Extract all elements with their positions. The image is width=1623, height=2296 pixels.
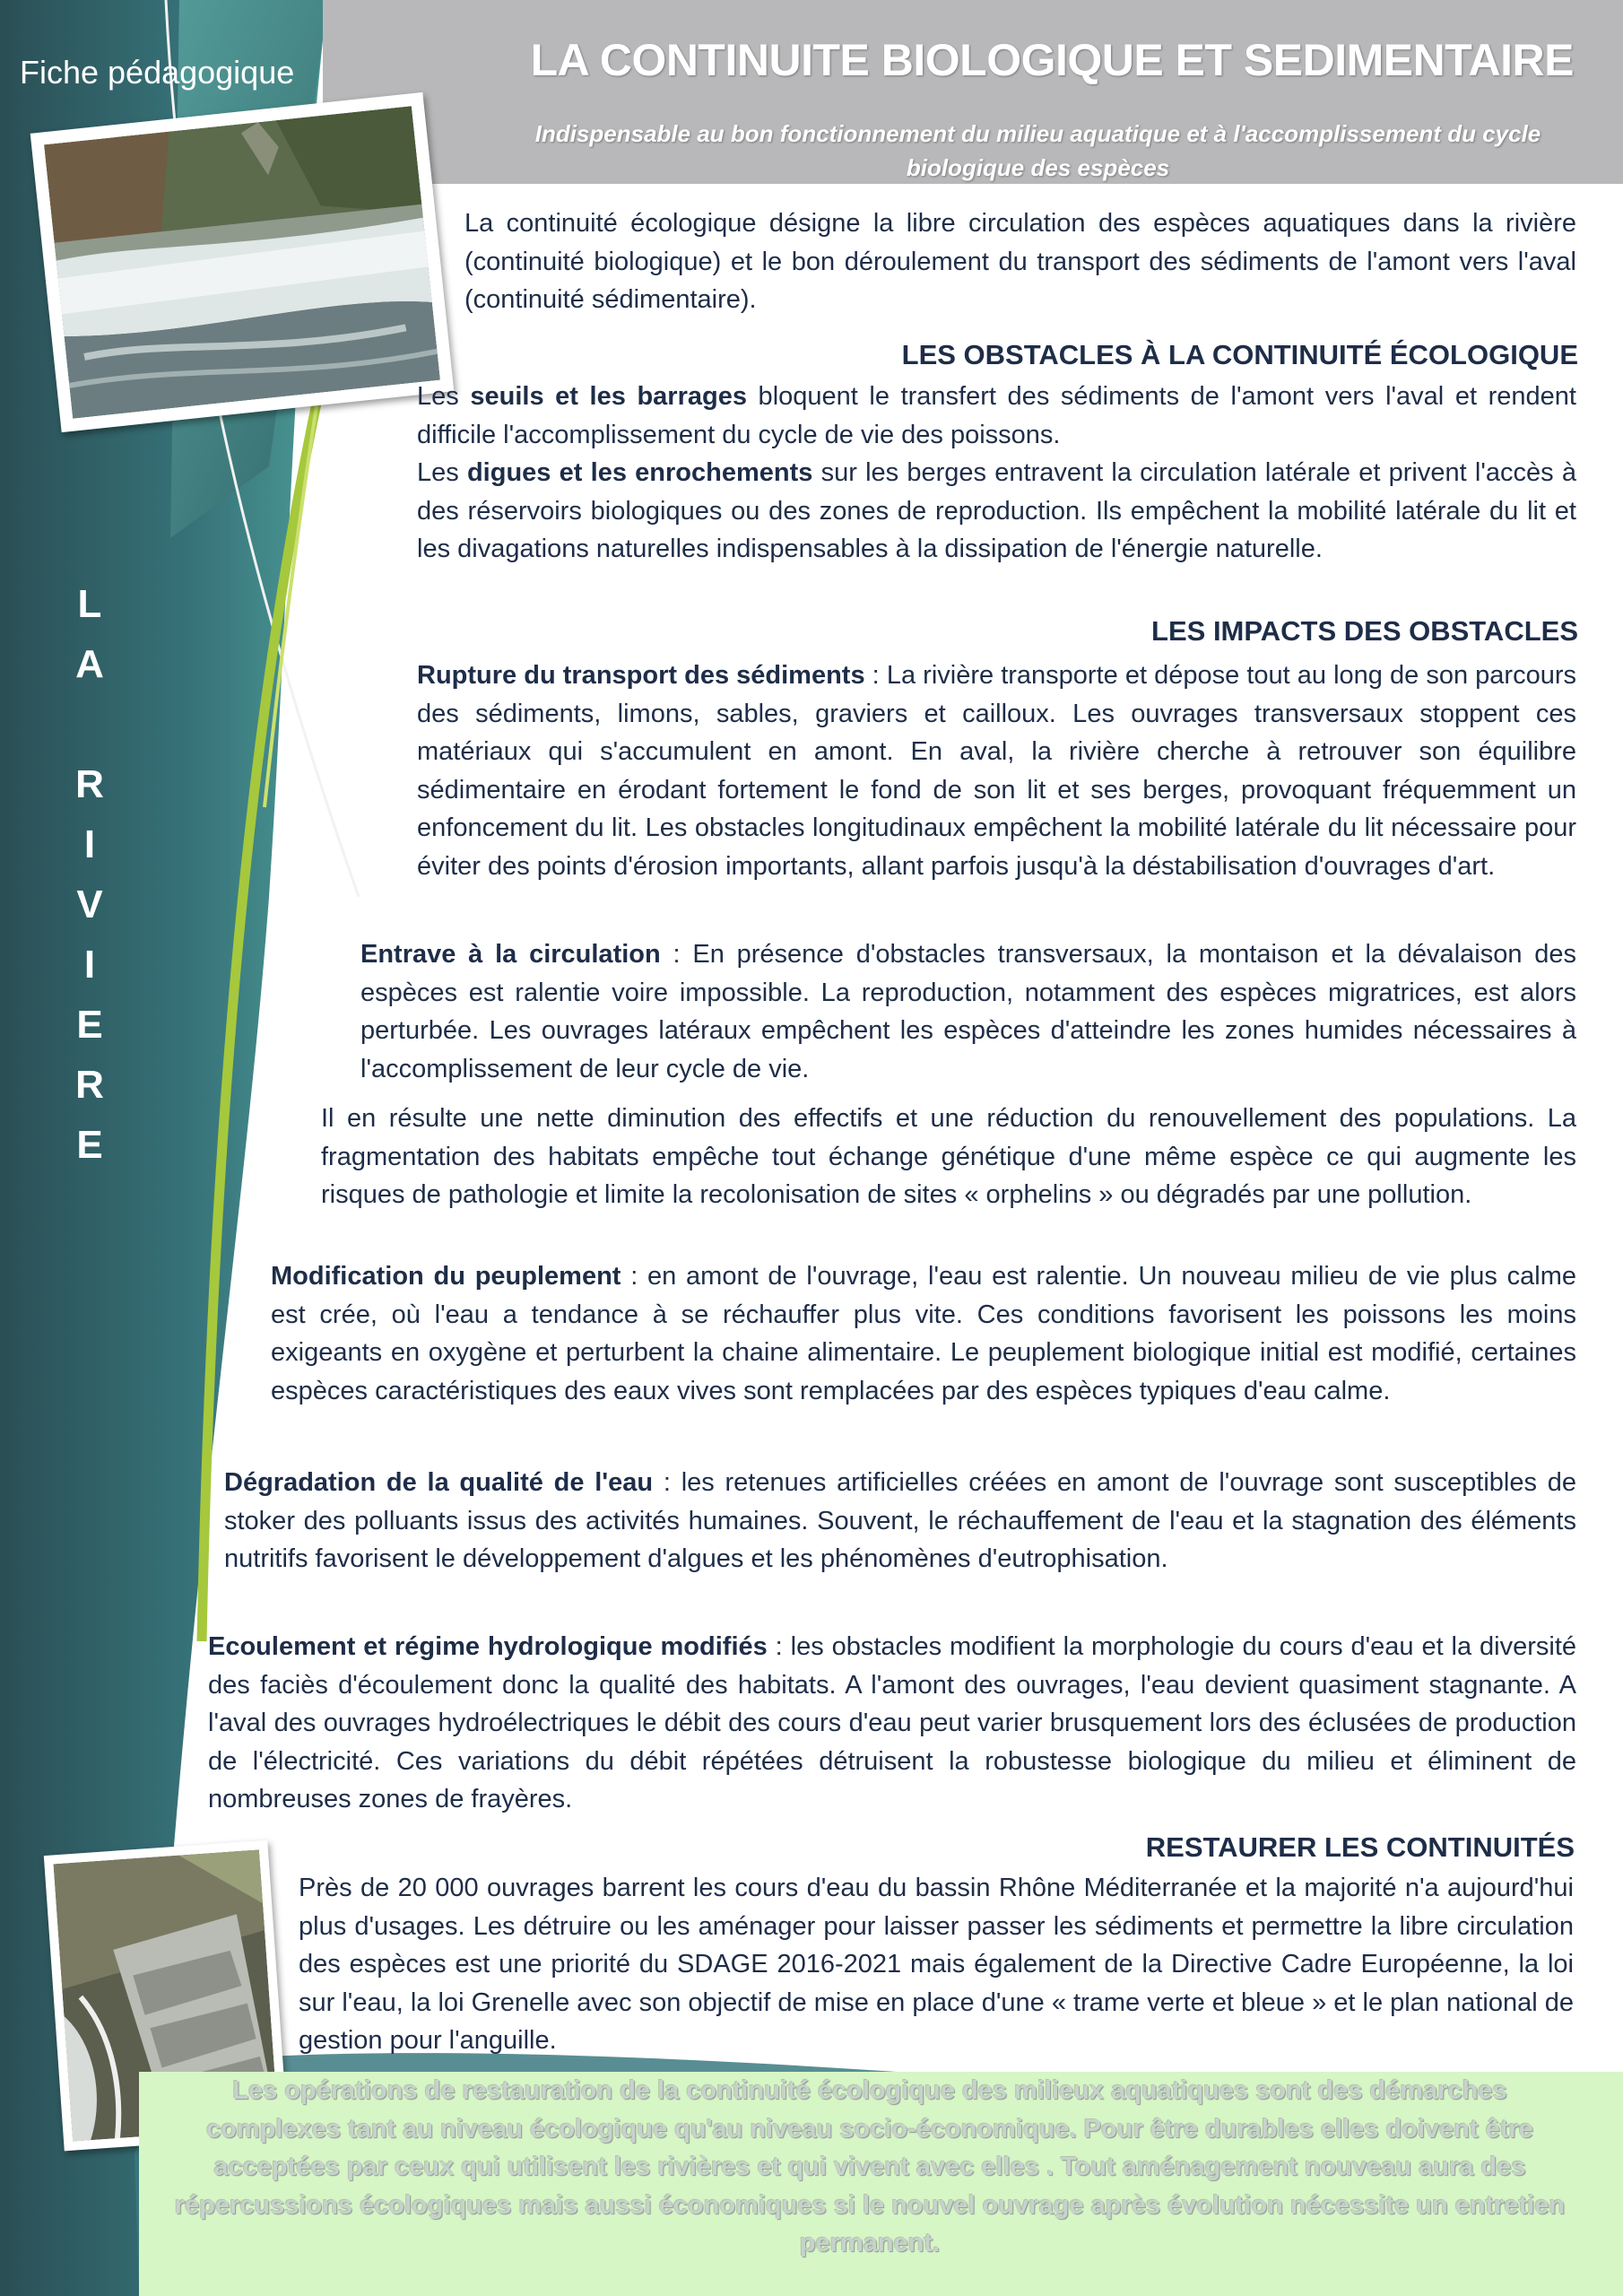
vertical-letter [63, 694, 117, 754]
vertical-title-la-riviere [63, 574, 117, 1175]
vertical-letter: I [83, 822, 96, 866]
vertical-letter: R [75, 762, 104, 806]
page-title: LA CONTINUITE BIOLOGIQUE ET SEDIMENTAIRE [530, 35, 1574, 85]
intro-paragraph [464, 204, 1576, 319]
fiche-label: Fiche pédagogique [20, 54, 295, 91]
ecoulement-bold: Ecoulement et régime hydrologique modifiés [208, 1632, 768, 1661]
rupture-bold: Rupture du transport des sédiments [417, 661, 865, 690]
weir-waterfall-photo [30, 92, 455, 432]
obstacles-p2-lead: Les [417, 458, 467, 487]
obstacles-p2-text: sur les berges entravent la circulation latérale et privent l'accès à des réservoirs biologiques ou des zones de reproduction. Ils empêchent la mobilité latérale du lit et les divagations naturelles indispensables à la dissipation de l'énergie naturelle. [417, 458, 1576, 563]
vertical-letter: E [76, 1003, 103, 1047]
modification-bold: Modification du peuplement [271, 1262, 621, 1291]
impacts-modification [271, 1257, 1576, 1410]
vertical-letter: R [75, 1063, 104, 1107]
vertical-letter: V [76, 883, 103, 926]
restaurer-text: Près de 20 000 ouvrages barrent les cours d'eau du bassin Rhône Méditerranée et la majorité n'a aujourd'hui plus d'usages. Les détruire ou les aménager pour laisser passer les sédiments et permettre la libre circulation des espèces est une priorité du SDAGE 2016-2021 mais également de la Directive Cadre Européenne, la loi sur l'eau, la loi Grenelle avec son objectif de mise en place d'une « trame verte et bleue » et le plan national de gestion pour l'anguille. [299, 1874, 1574, 2055]
impacts-rupture [417, 657, 1576, 885]
obstacles-p2-bold: digues et les enrochements [466, 458, 813, 487]
intro-text: La continuité écologique désigne la libre circulation des espèces aquatiques dans la rivière (continuité biologique) et le bon déroulement du transport des sédiments de l'amont vers l'aval (continuité sédimentaire). [464, 209, 1576, 314]
vertical-letter: L [77, 582, 102, 626]
rupture-text: : La rivière transporte et dépose tout au long de son parcours des sédiments, limons, sables, graviers et cailloux. Les ouvrages transversaux stoppent ces matériaux qui s'accumulent en amont. En aval, la rivière cherche à retrouver son équilibre sédimentaire en érodant fortement le fond de son lit et ses berges, provoquant fréquemment un enfoncement du lit. Les obstacles longitudinaux empêchent la mobilité latérale du lit nécessaire pour éviter des points d'érosion importants, allant parfois jusqu'à la déstabilisation d'ouvrages d'art. [417, 661, 1577, 881]
heading-impacts: LES IMPACTS DES OBSTACLES [1151, 615, 1578, 647]
callout-text: Les opérations de restauration de la continuité écologique des milieux aquatiques sont des démarches complexes tant au niveau écologique qu'au niveau socio-économique. Pour être durables elles doivent être acceptées par ceux qui utilisent les rivières et qui vivent avec elles . Tout aménagement nouveau aura des répercussions écologiques mais aussi économiques si le nouvel ouvrage après évolution nécessite un entretien permanent. [174, 2076, 1566, 2257]
obstacles-p1-bold: seuils et les barrages [470, 382, 747, 411]
impacts-entrave [360, 935, 1576, 1088]
degradation-bold: Dégradation de la qualité de l'eau [224, 1468, 654, 1497]
ecoulement-paragraph [208, 1628, 1576, 1819]
degradation-text: : les retenues artificielles créées en amont de l'ouvrage sont susceptibles de stoker des polluants issus des activités humaines. Souvent, le réchauffement de l'eau et la stagnation des éléments nutritifs favorisent le développement d'algues et les phénomènes d'eutrophisation. [224, 1468, 1576, 1573]
ecoulement-text: : les obstacles modifient la morphologie du cours d'eau et la diversité des faciès d'écoulement donc la qualité des habitats. A l'amont des ouvrages, l'eau devient quasiment stagnante. A l'aval des ouvrages hydroélectriques le débit des cours d'eau peut varier brusquement lors des éclusées de production de l'électricité. Ces variations du débit répétées détruisent la robustesse biologique du milieu et éliminent de nombreuses zones de frayères. [208, 1632, 1576, 1813]
waterfall-image [44, 106, 440, 418]
resulte-text: Il en résulte une nette diminution des effectifs et une réduction du renouvellement des populations. La fragmentation des habitats empêche tout échange génétique d'une même espèce ce qui augmente les risques de pathologie et limite la recolonisation de sites « orphelins » ou dégradés par une pollution. [321, 1104, 1576, 1209]
modification-text: : en amont de l'ouvrage, l'eau est ralentie. Un nouveau milieu de vie plus calme est crée, où l'eau a tendance à se réchauffer plus vite. Ces conditions favorisent les poissons les moins exigeants en oxygène et perturbent la chaine alimentaire. Le peuplement biologique initial est modifié, certaines espèces caractéristiques des eaux vives sont remplacées par des espèces typiques d'eau calme. [271, 1262, 1576, 1405]
obstacles-p1 [417, 378, 1576, 454]
vertical-letter: I [83, 943, 96, 987]
obstacles-p1-text: bloquent le transfert des sédiments de l'amont vers l'aval et rendent difficile l'accomplissement du cycle de vie des poissons. [417, 382, 1576, 449]
obstacles-p2 [417, 454, 1576, 569]
heading-obstacles: LES OBSTACLES À LA CONTINUITÉ ÉCOLOGIQUE [901, 339, 1578, 370]
obstacles-p1-lead: Les [417, 382, 471, 411]
vertical-letter: A [75, 642, 104, 686]
entrave-text: : En présence d'obstacles transversaux, la montaison et la dévalaison des espèces est ralentie voire impossible. La reproduction, notamment des espèces migratrices, est alors perturbée. Les ouvrages latéraux empêchent les espèces d'atteindre les zones humides nécessaires à l'accomplissement de leur cycle de vie. [360, 940, 1577, 1083]
degradation-paragraph [224, 1464, 1576, 1578]
entrave-bold: Entrave à la circulation [360, 940, 661, 969]
impacts-degradation [224, 1464, 1576, 1578]
heading-restaurer: RESTAURER LES CONTINUITÉS [1145, 1831, 1575, 1863]
entrave-paragraph [360, 935, 1576, 1088]
restaurer-paragraph [299, 1869, 1574, 2060]
obstacles-paragraphs [417, 378, 1576, 569]
impacts-ecoulement [208, 1628, 1576, 1819]
modification-paragraph [271, 1257, 1576, 1410]
impacts-resulte [321, 1100, 1576, 1214]
page-subtitle: Indispensable au bon fonctionnement du milieu aquatique et à l'accomplissement du cycle biologique des espèces [534, 120, 1541, 181]
rupture-paragraph [417, 657, 1576, 885]
vertical-letter: E [76, 1123, 103, 1167]
